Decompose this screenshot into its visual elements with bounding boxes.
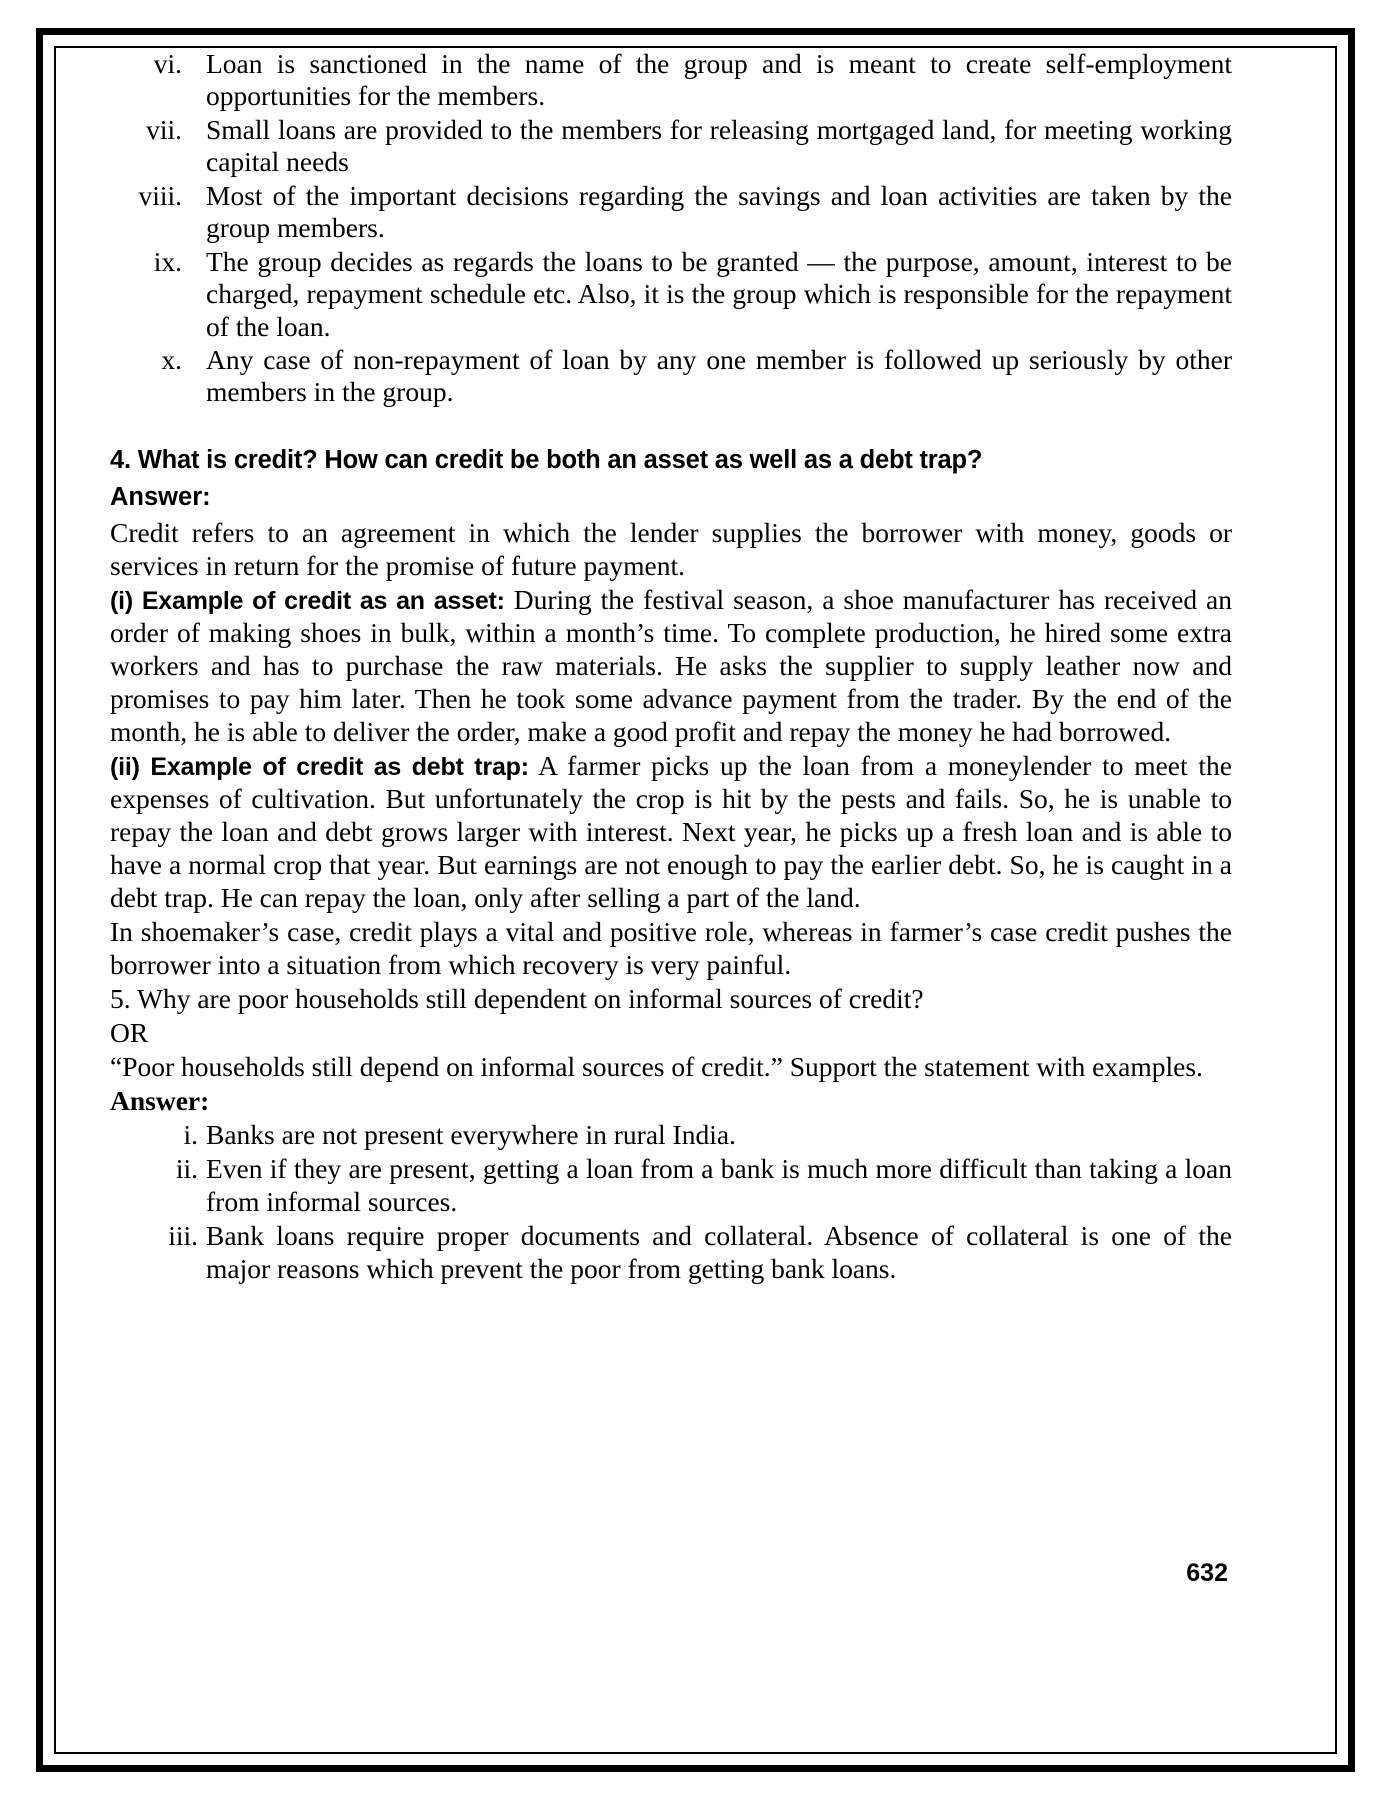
list-item-text: Any case of non-repayment of loan by any one member is followed up seriously by other members in the group. <box>206 343 1232 408</box>
example-debt-trap-text: A farmer picks up the loan from a moneylender to meet the expenses of cultivation. But unfortunately the crop is hit by the pests and fails. So, he is unable to repay the loan and debt grows larger with interest. Next year, he picks up a fresh loan and is able to have a normal crop that year. But earnings are not enough to pay the earlier debt. So, he is caught in a debt trap. He can repay the loan, only after selling a part of the land. <box>110 749 1232 913</box>
list-marker: ii. <box>175 1152 198 1184</box>
question-4-conclusion-paragraph: In shoemaker’s case, credit plays a vital and positive role, whereas in farmer’s case credit pushes the borrower into a situation from which recovery is very painful. <box>110 915 1232 980</box>
question-5-or: OR <box>110 1016 149 1048</box>
sub-points-list <box>110 48 1232 409</box>
example-asset-label: (i) Example of credit as an asset: <box>110 586 505 615</box>
question-4-heading: 4. What is credit? How can credit be both an asset as well as a debt trap? <box>110 445 983 474</box>
list-item-text: Small loans are provided to the members for releasing mortgaged land, for meeting working capital needs <box>206 113 1232 178</box>
list-marker: vii. <box>146 113 182 145</box>
question-5-points-list <box>110 1118 1232 1285</box>
list-marker: vi. <box>153 48 182 79</box>
list-item <box>110 246 1232 343</box>
example-debt-trap-label: (ii) Example of credit as debt trap: <box>110 752 529 781</box>
example-debt-trap-paragraph <box>110 749 1232 914</box>
list-item <box>110 1219 1232 1285</box>
list-item-text: Most of the important decisions regarding the savings and loan activities are taken by the group members. <box>206 179 1232 244</box>
list-marker: iii. <box>168 1219 198 1251</box>
list-item <box>110 1152 1232 1218</box>
question-5-text: 5. Why are poor households still dependent on informal sources of credit? <box>110 982 924 1014</box>
list-item-text: Even if they are present, getting a loan from a bank is much more difficult than taking a loan from informal sources. <box>206 1152 1232 1217</box>
list-marker: x. <box>161 343 182 375</box>
list-marker: viii. <box>138 179 182 211</box>
page-number: 632 <box>1186 1559 1228 1587</box>
list-item-text: Bank loans require proper documents and collateral. Absence of collateral is one of the major reasons which prevent the poor from getting bank loans. <box>206 1219 1232 1284</box>
list-item-text: Loan is sanctioned in the name of the group and is meant to create self-employment opportunities for the members. <box>206 48 1232 112</box>
credit-definition-paragraph: Credit refers to an agreement in which the lender supplies the borrower with money, goods or services in return for the promise of future payment. <box>110 516 1232 581</box>
question-4-answer-label: Answer: <box>110 483 211 512</box>
question-5-alt-text: “Poor households still depend on informal sources of credit.” Support the statement with examples. <box>110 1050 1203 1082</box>
list-item <box>110 180 1232 245</box>
example-asset-paragraph <box>110 583 1232 748</box>
list-item-text: Banks are not present everywhere in rural India. <box>206 1118 736 1150</box>
list-item <box>110 114 1232 179</box>
question-5-answer-label: Answer: <box>110 1084 210 1116</box>
section-spacer <box>110 410 1232 444</box>
list-marker: ix. <box>153 245 182 277</box>
list-marker: i. <box>183 1118 198 1150</box>
list-item <box>110 48 1232 113</box>
list-item <box>110 1118 1232 1151</box>
list-item-text: The group decides as regards the loans to be granted — the purpose, amount, interest to be charged, repayment schedule etc. Also, it is the group which is responsible for the repayment of the loan. <box>206 245 1232 342</box>
page-content <box>72 48 1262 1708</box>
example-asset-text: During the festival season, a shoe manufacturer has received an order of making shoes in bulk, within a month’s time. To complete production, he hired some extra workers and has to purchase the raw materials. He asks the supplier to supply leather now and promises to pay him later. Then he took some advance payment from the trader. By the end of the month, he is able to deliver the order, make a good profit and repay the money he had borrowed. <box>110 583 1233 747</box>
list-item <box>110 344 1232 409</box>
